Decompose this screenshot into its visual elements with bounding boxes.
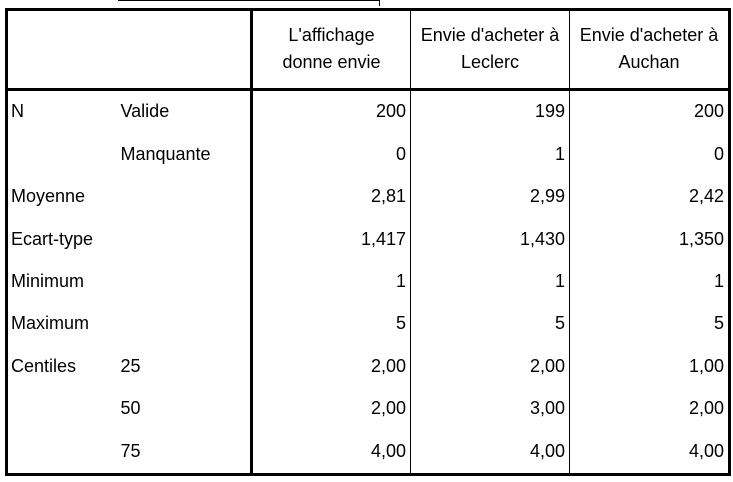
value-cell: 1: [570, 261, 730, 303]
column-header: [411, 10, 570, 90]
header-corner-cell: [118, 10, 252, 90]
table-row: [7, 176, 730, 218]
value-cell: 5: [570, 303, 730, 345]
column-header-line: Envie d'acheter à: [579, 24, 719, 45]
value-cell: 0: [252, 133, 411, 175]
table-header-row: [7, 10, 730, 90]
row-label: Minimum: [11, 270, 85, 291]
table-row: [7, 303, 730, 345]
row-sublabel: [118, 218, 252, 260]
value-cell: 1,350: [570, 218, 730, 260]
value-cell: 5: [252, 303, 411, 345]
row-label: N: [11, 101, 24, 122]
value-cell: 4,00: [570, 430, 730, 474]
table-row: [7, 430, 730, 474]
column-header-line: Envie d'acheter à: [420, 24, 560, 45]
row-sublabel: [118, 176, 252, 218]
top-border-tick: [379, 0, 380, 6]
value-cell: 2,42: [570, 176, 730, 218]
table-row: [7, 218, 730, 260]
row-sublabel: 75: [120, 440, 141, 461]
value-cell: 4,00: [411, 430, 570, 474]
row-label: [7, 430, 118, 474]
value-cell: 2,00: [252, 388, 411, 430]
value-cell: 1,430: [411, 218, 570, 260]
value-cell: 1: [252, 261, 411, 303]
value-cell: 200: [570, 89, 730, 133]
table-row: [7, 261, 730, 303]
table-row: [7, 346, 730, 388]
statistics-table: [5, 8, 731, 476]
value-cell: 2,00: [411, 346, 570, 388]
row-sublabel: [118, 303, 252, 345]
column-header-line: Auchan: [618, 52, 680, 73]
row-sublabel: Valide: [120, 101, 170, 122]
value-cell: 1,00: [570, 346, 730, 388]
column-header-line: Leclerc: [460, 52, 520, 73]
row-sublabel: 25: [120, 355, 141, 376]
table-row: [7, 133, 730, 175]
row-sublabel: [118, 261, 252, 303]
column-header: [570, 10, 730, 90]
value-cell: 1: [411, 261, 570, 303]
table-row: [7, 89, 730, 133]
value-cell: 2,00: [570, 388, 730, 430]
value-cell: 3,00: [411, 388, 570, 430]
column-header-line: donne envie: [282, 52, 381, 73]
column-header: [252, 10, 411, 90]
row-label: [7, 388, 118, 430]
row-label: Ecart-type: [11, 228, 94, 249]
row-label: Moyenne: [11, 186, 86, 207]
value-cell: 2,99: [411, 176, 570, 218]
value-cell: 4,00: [252, 430, 411, 474]
value-cell: 199: [411, 89, 570, 133]
value-cell: 200: [252, 89, 411, 133]
column-header-line: L'affichage: [288, 24, 375, 45]
row-label: Maximum: [11, 313, 90, 334]
top-border-fragment: [118, 0, 380, 1]
row-label: [7, 133, 118, 175]
value-cell: 0: [570, 133, 730, 175]
header-corner-cell: [7, 10, 118, 90]
row-sublabel: 50: [120, 398, 141, 419]
row-sublabel: Manquante: [120, 143, 211, 164]
value-cell: 1,417: [252, 218, 411, 260]
value-cell: 2,00: [252, 346, 411, 388]
table-row: [7, 388, 730, 430]
value-cell: 1: [411, 133, 570, 175]
value-cell: 2,81: [252, 176, 411, 218]
value-cell: 5: [411, 303, 570, 345]
row-label: Centiles: [11, 355, 77, 376]
